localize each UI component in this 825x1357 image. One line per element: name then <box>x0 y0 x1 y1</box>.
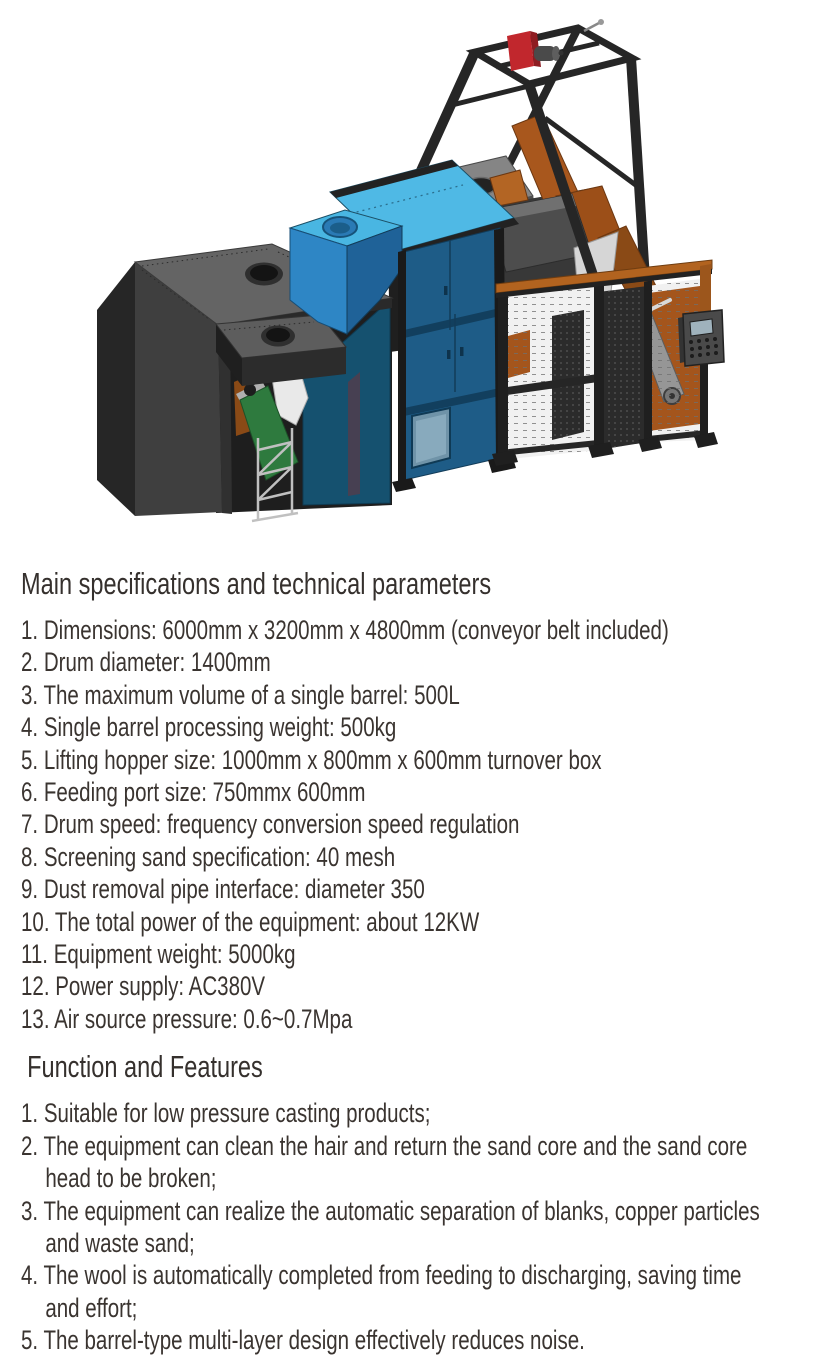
control-screen <box>690 319 713 336</box>
feature-item: 4. The wool is automatically completed from feeding to discharging, saving time and effort; <box>21 1260 742 1323</box>
purple-trim-strip <box>348 372 360 496</box>
spec-item: 3. The maximum volume of a single barrel: 500L <box>21 679 460 710</box>
content <box>0 566 825 1357</box>
spec-item: 9. Dust removal pipe interface: diameter 350 <box>21 874 425 905</box>
spec-item: 4. Single barrel processing weight: 500kg <box>21 712 397 743</box>
tower-hook <box>584 19 604 31</box>
spec-item: 7. Drum speed: frequency conversion speed regulation <box>21 809 520 840</box>
spec-item: 1. Dimensions: 6000mm x 3200mm x 4800mm (conveyor belt included) <box>21 615 669 645</box>
spec-item: 8. Screening sand specification: 40 mesh <box>21 841 396 872</box>
machine-figure <box>0 0 825 556</box>
features-list <box>21 1097 773 1356</box>
spec-item: 12. Power supply: AC380V <box>21 971 266 1002</box>
electrical-cabinet <box>392 228 516 492</box>
specs-title: Main specifications and technical parameters <box>21 566 492 601</box>
spec-item: 11. Equipment weight: 5000kg <box>21 939 296 970</box>
feature-item: 5. The barrel-type multi-layer design effectively reduces noise. <box>21 1325 585 1356</box>
specs-list <box>21 614 773 1035</box>
spec-item: 6. Feeding port size: 750mmx 600mm <box>21 777 366 808</box>
feature-item: 1. Suitable for low pressure casting products; <box>21 1098 431 1129</box>
features-title: Function and Features <box>27 1049 263 1085</box>
spec-item: 2. Drum diameter: 1400mm <box>21 647 271 678</box>
spec-item: 13. Air source pressure: 0.6~0.7Mpa <box>21 1003 353 1034</box>
spec-item: 10. The total power of the equipment: about 12KW <box>21 906 480 937</box>
features-section <box>21 1049 773 1356</box>
feature-item: 2. The equipment can clean the hair and return the sand core and the sand core head to be broken; <box>21 1130 748 1194</box>
control-panel <box>678 310 724 366</box>
specs-section <box>21 566 773 1035</box>
feature-item: 3. The equipment can realize the automatic separation of blanks, copper particles and waste sand; <box>21 1195 760 1258</box>
machine-render <box>0 0 825 556</box>
spec-item: 5. Lifting hopper size: 1000mm x 800mm x 600mm turnover box <box>21 744 602 775</box>
